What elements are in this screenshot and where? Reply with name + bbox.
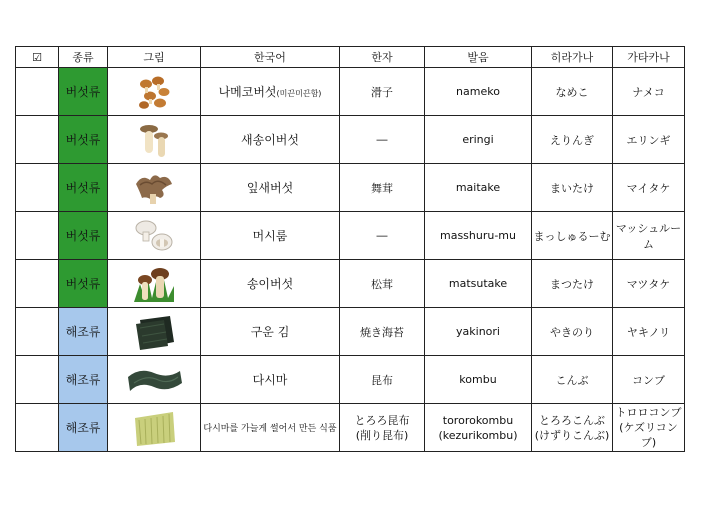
category-cell: 해조류 — [59, 308, 108, 356]
pronunciation-cell: masshuru-mu — [425, 212, 532, 260]
table-row — [16, 356, 685, 404]
korean-cell: 구운 김 — [201, 308, 340, 356]
pronunciation-cell: kombu — [425, 356, 532, 404]
pronunciation-cell: eringi — [425, 116, 532, 164]
roasted-seaweed-image — [108, 308, 201, 356]
hiragana-cell: まっしゅるーむ — [532, 212, 613, 260]
katakana-cell: マイタケ — [613, 164, 685, 212]
king-oyster-mushroom-image — [108, 116, 201, 164]
kanji-cell: 昆布 — [340, 356, 425, 404]
korean-cell: 다시마를 가늘게 썰어서 만든 식품 — [201, 404, 340, 452]
category-cell: 버섯류 — [59, 260, 108, 308]
vocabulary-table — [15, 46, 685, 452]
kanji-cell: 滑子 — [340, 68, 425, 116]
kanji-cell: ― — [340, 116, 425, 164]
pronunciation-cell: yakinori — [425, 308, 532, 356]
kanji-cell: 焼き海苔 — [340, 308, 425, 356]
katakana-cell: ヤキノリ — [613, 308, 685, 356]
kanji-cell: ― — [340, 212, 425, 260]
checkbox-cell[interactable] — [16, 164, 59, 212]
pronunciation-cell: nameko — [425, 68, 532, 116]
checkbox-cell[interactable] — [16, 356, 59, 404]
checkbox-cell[interactable] — [16, 116, 59, 164]
table-row — [16, 116, 685, 164]
picture-header: 그림 — [108, 47, 201, 68]
kanji-header: 한자 — [340, 47, 425, 68]
hiragana-cell: やきのり — [532, 308, 613, 356]
hiragana-cell: とろろこんぶ (けずりこんぶ) — [532, 404, 613, 452]
category-cell: 해조류 — [59, 404, 108, 452]
pronunciation-cell: matsutake — [425, 260, 532, 308]
pronunciation-header: 발음 — [425, 47, 532, 68]
checkbox-header-icon[interactable]: ☑ — [16, 47, 59, 68]
checkbox-cell[interactable] — [16, 68, 59, 116]
table-row — [16, 164, 685, 212]
table-row — [16, 404, 685, 452]
matsutake-mushroom-image — [108, 260, 201, 308]
category-cell: 버섯류 — [59, 164, 108, 212]
hiragana-cell: こんぶ — [532, 356, 613, 404]
katakana-cell: エリンギ — [613, 116, 685, 164]
katakana-cell: マッシュルーム — [613, 212, 685, 260]
category-cell: 버섯류 — [59, 68, 108, 116]
hiragana-cell: えりんぎ — [532, 116, 613, 164]
checkbox-cell[interactable] — [16, 260, 59, 308]
category-cell: 버섯류 — [59, 212, 108, 260]
pronunciation-cell: maitake — [425, 164, 532, 212]
katakana-cell: ナメコ — [613, 68, 685, 116]
kanji-cell: とろろ昆布 (削り昆布) — [340, 404, 425, 452]
korean-header: 한국어 — [201, 47, 340, 68]
hiragana-cell: まいたけ — [532, 164, 613, 212]
korean-cell: 새송이버섯 — [201, 116, 340, 164]
hiragana-cell: まつたけ — [532, 260, 613, 308]
checkbox-cell[interactable] — [16, 308, 59, 356]
kanji-cell: 舞茸 — [340, 164, 425, 212]
table-row — [16, 68, 685, 116]
category-header: 종류 — [59, 47, 108, 68]
katakana-cell: マツタケ — [613, 260, 685, 308]
table-row — [16, 260, 685, 308]
korean-cell: 송이버섯 — [201, 260, 340, 308]
table-row — [16, 212, 685, 260]
korean-cell: 잎새버섯 — [201, 164, 340, 212]
korean-cell: 다시마 — [201, 356, 340, 404]
shaved-kelp-image — [108, 404, 201, 452]
katakana-cell: トロロコンブ (ケズリコンブ) — [613, 404, 685, 452]
table-row — [16, 308, 685, 356]
katakana-cell: コンブ — [613, 356, 685, 404]
korean-cell: 나메코버섯(미끈미끈함) — [201, 68, 340, 116]
button-mushroom-image — [108, 212, 201, 260]
checkbox-cell[interactable] — [16, 404, 59, 452]
kelp-image — [108, 356, 201, 404]
hiragana-header: 히라가나 — [532, 47, 613, 68]
nameko-mushroom-image — [108, 68, 201, 116]
kanji-cell: 松茸 — [340, 260, 425, 308]
korean-cell: 머시룸 — [201, 212, 340, 260]
katakana-header: 가타카나 — [613, 47, 685, 68]
category-cell: 해조류 — [59, 356, 108, 404]
header-row — [16, 47, 685, 68]
pronunciation-cell: tororokombu (kezurikombu) — [425, 404, 532, 452]
maitake-mushroom-image — [108, 164, 201, 212]
hiragana-cell: なめこ — [532, 68, 613, 116]
checkbox-cell[interactable] — [16, 212, 59, 260]
category-cell: 버섯류 — [59, 116, 108, 164]
